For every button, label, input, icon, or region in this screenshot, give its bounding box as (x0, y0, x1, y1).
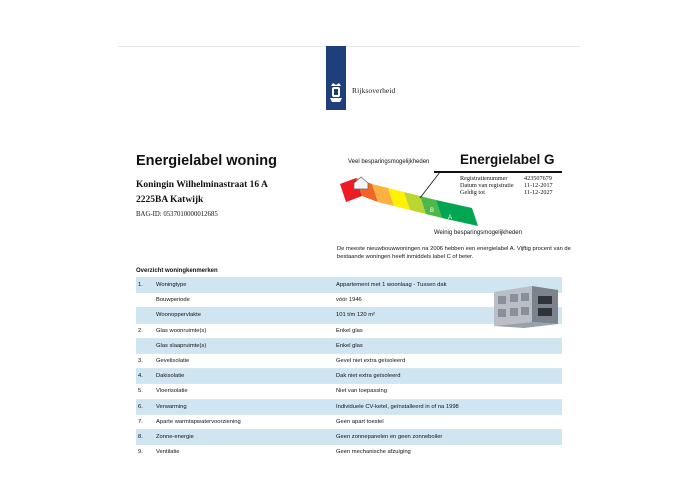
registration-number: Registratienummer 423507679 (460, 175, 552, 182)
page-title: Energielabel woning (136, 153, 277, 169)
table-row: 9. Ventilatie Geen mechanische afzuiging (136, 444, 562, 459)
table-row: 6. Verwarming Individuele CV-ketel, geïnstalleerd in of na 1998 (136, 399, 562, 414)
scale-top-caption: Veel besparingsmogelijkheden (348, 159, 430, 165)
explanatory-note: De meeste nieuwbouwwoningen na 2006 hebben een energielabel A. Vijftig procent van de bestaande woningen heeft inmiddels label C of beter. (337, 246, 571, 260)
table-row: Woonoppervlakte 101 t/m 120 m² (136, 307, 562, 322)
address-line-2: 2225BA Katwijk (136, 195, 204, 205)
address-line-1: Koningin Wilhelminastraat 16 A (136, 180, 268, 190)
table-row: 4. Dakisolatie Dak niet extra geïsoleerd (136, 368, 562, 383)
energy-class-a (436, 200, 478, 226)
top-divider (118, 46, 580, 47)
table-row: 7. Aparte warmtapwatervoorziening Geen apart toestel (136, 414, 562, 429)
bag-id: BAG-ID: 0537010000012685 (136, 211, 218, 218)
table-row: 5. Vloerisolatie Niet van toepassing (136, 383, 562, 398)
table-row: 8. Zonne-energie Geen zonnepanelen en geen zonneboiler (136, 429, 562, 444)
valid-until: Geldig tot 11-12-2027 (460, 189, 553, 196)
scale-bottom-caption: Weinig besparingsmogelijkheden (434, 230, 522, 236)
royal-crest-icon (329, 82, 343, 104)
energy-label-title: Energielabel G (460, 152, 555, 167)
overview-title: Overzicht woningkenmerken (136, 268, 218, 274)
table-row: Glas slaapruimte(s) Enkel glas (136, 338, 562, 353)
table-row: 1. Woningtype Appartement met 1 woonlaag - Tussen dak (136, 277, 562, 292)
logo-text: Rijksoverheid (352, 86, 396, 95)
energy-class-b-letter: B (430, 208, 435, 214)
table-row: 2. Glas woonruimte(s) Enkel glas (136, 323, 562, 338)
table-row: Bouwperiode vóór 1946 (136, 292, 562, 307)
label-title-underline (434, 171, 562, 173)
registration-date: Datum van registratie 11-12-2017 (460, 182, 553, 189)
table-row: 3. Gevelisolatie Gevel niet extra geïsoleerd (136, 353, 562, 368)
energy-class-a-letter: A (448, 215, 453, 221)
building-illustration-icon (488, 282, 564, 328)
